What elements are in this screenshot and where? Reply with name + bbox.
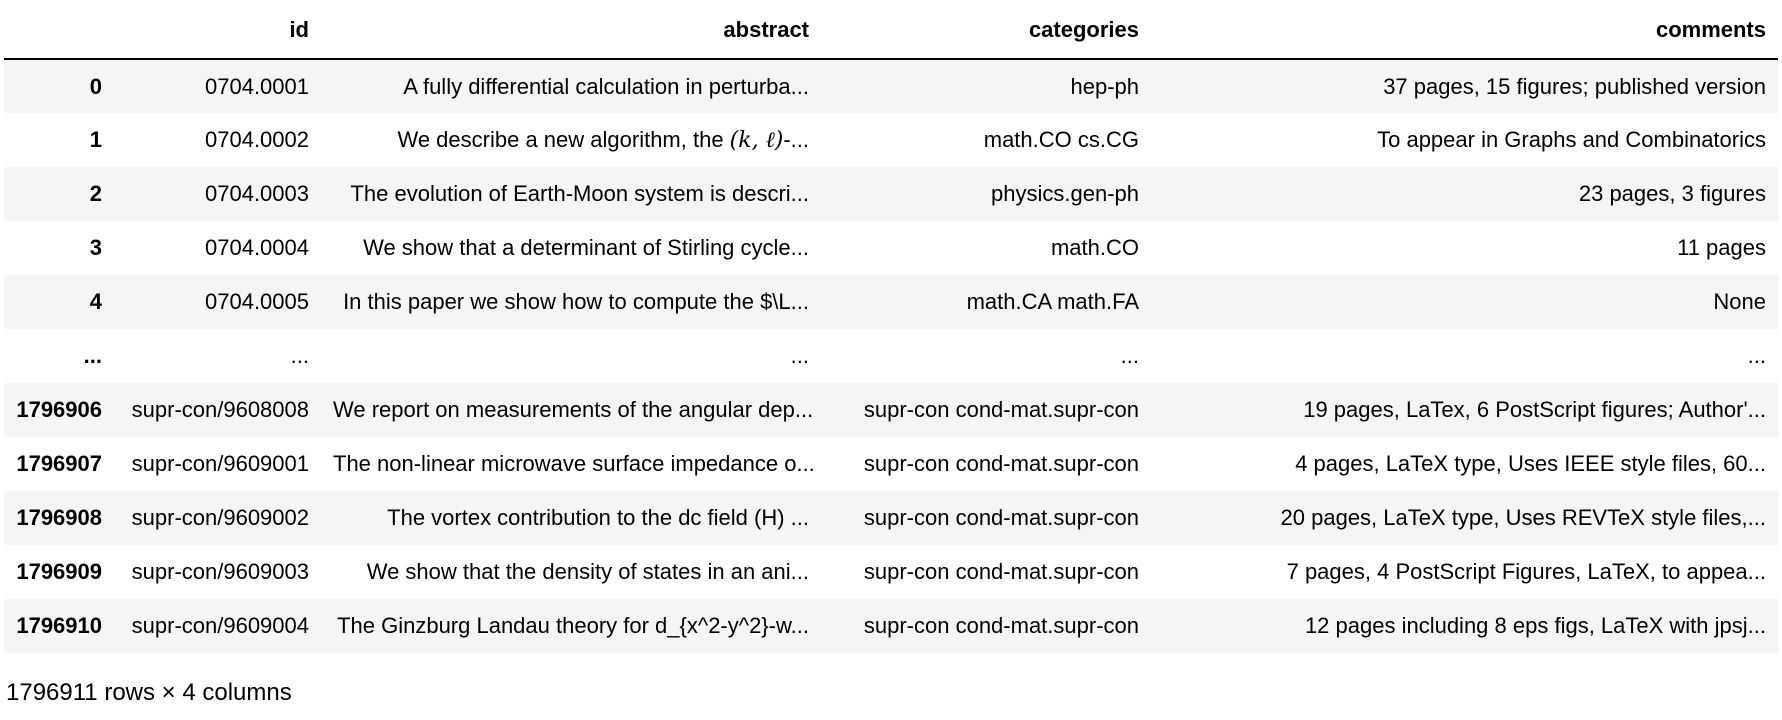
row-index: ... (83, 343, 102, 368)
cell-comments: 4 pages, LaTeX type, Uses IEEE style files, 60... (1295, 451, 1766, 476)
cell-id: ... (290, 343, 309, 368)
column-header-categories: categories (821, 0, 1151, 59)
row-index: 1796909 (16, 559, 102, 584)
row-index: 1796907 (16, 451, 102, 476)
column-header-abstract: abstract (321, 0, 821, 59)
cell-comments: None (1713, 289, 1766, 314)
cell-abstract: A fully differential calculation in perturba... (403, 73, 809, 99)
cell-id: supr-con/9608008 (131, 397, 309, 422)
row-index: 1796906 (16, 397, 102, 422)
cell-categories: supr-con cond-mat.supr-con (863, 451, 1139, 476)
cell-id: 0704.0002 (205, 127, 309, 152)
index-header (4, 0, 114, 59)
row-index: 4 (89, 289, 102, 314)
cell-categories: supr-con cond-mat.supr-con (863, 505, 1139, 530)
row-index: 2 (89, 181, 102, 206)
table-row (4, 491, 1778, 545)
cell-id: 0704.0001 (205, 73, 309, 99)
table-row (4, 221, 1778, 275)
cell-categories: math.CO (1050, 235, 1139, 260)
cell-id: supr-con/9609003 (131, 559, 309, 584)
cell-comments: 11 pages (1677, 235, 1766, 260)
cell-categories: supr-con cond-mat.supr-con (863, 613, 1139, 638)
row-index: 0 (89, 73, 102, 99)
cell-id: supr-con/9609004 (131, 613, 309, 638)
column-header-id: id (114, 0, 321, 59)
dataframe-shape: 1796911 rows × 4 columns (6, 679, 292, 706)
cell-abstract: The Ginzburg Landau theory for d_{x^2-y^2}-w... (337, 613, 809, 638)
table-row (4, 437, 1778, 491)
cell-comments: 19 pages, LaTex, 6 PostScript figures; Author'... (1303, 397, 1766, 422)
table-row (4, 113, 1778, 167)
cell-categories: physics.gen-ph (991, 181, 1139, 206)
row-index: 1 (89, 127, 102, 152)
cell-id: 0704.0003 (205, 181, 309, 206)
cell-abstract: The non-linear microwave surface impedance o... (333, 451, 815, 476)
cell-abstract: ... (790, 343, 809, 368)
cell-abstract: We report on measurements of the angular dep... (333, 397, 814, 422)
table-row (4, 275, 1778, 329)
cell-categories: supr-con cond-mat.supr-con (863, 397, 1139, 422)
cell-abstract (321, 113, 821, 167)
table-row (4, 59, 1778, 113)
cell-comments: 20 pages, LaTeX type, Uses REVTeX style files,... (1280, 505, 1766, 530)
cell-comments: 23 pages, 3 figures (1578, 181, 1766, 206)
cell-comments: 12 pages including 8 eps figs, LaTeX with jpsj... (1304, 613, 1766, 638)
cell-abstract: We show that a determinant of Stirling cycle... (363, 235, 809, 260)
cell-categories: hep-ph (1070, 73, 1139, 99)
cell-id: supr-con/9609001 (131, 451, 309, 476)
cell-categories: supr-con cond-mat.supr-con (863, 559, 1139, 584)
cell-categories: ... (1120, 343, 1139, 368)
cell-categories: math.CA math.FA (966, 289, 1139, 314)
row-index: 1796910 (16, 613, 102, 638)
table-row (4, 383, 1778, 437)
ellipsis-row (4, 329, 1778, 383)
cell-comments: 37 pages, 15 figures; published version (1383, 73, 1766, 99)
cell-comments: To appear in Graphs and Combinatorics (1377, 127, 1766, 152)
column-header-comments: comments (1151, 0, 1778, 59)
cell-comments: 7 pages, 4 PostScript Figures, LaTeX, to appea... (1286, 559, 1766, 584)
dataframe-table (4, 0, 1778, 653)
row-index: 3 (89, 235, 102, 260)
cell-comments: ... (1747, 343, 1766, 368)
cell-abstract: We show that the density of states in an ani... (366, 559, 809, 584)
header-row (4, 0, 1778, 59)
cell-abstract: The vortex contribution to the dc field (H) ... (387, 505, 809, 530)
abstract-math: (k, ℓ) (729, 128, 784, 153)
cell-categories: math.CO cs.CG (983, 127, 1139, 152)
row-index: 1796908 (16, 505, 102, 530)
cell-abstract: The evolution of Earth-Moon system is descri... (350, 181, 809, 206)
table-row (4, 545, 1778, 599)
cell-abstract: In this paper we show how to compute the $\L... (343, 289, 809, 314)
abstract-text: We describe a new algorithm, the (397, 127, 730, 152)
table-row (4, 599, 1778, 653)
cell-id: 0704.0004 (205, 235, 309, 260)
table-row (4, 167, 1778, 221)
cell-id: supr-con/9609002 (131, 505, 309, 530)
cell-id: 0704.0005 (205, 289, 309, 314)
abstract-text-end: -... (783, 127, 809, 152)
